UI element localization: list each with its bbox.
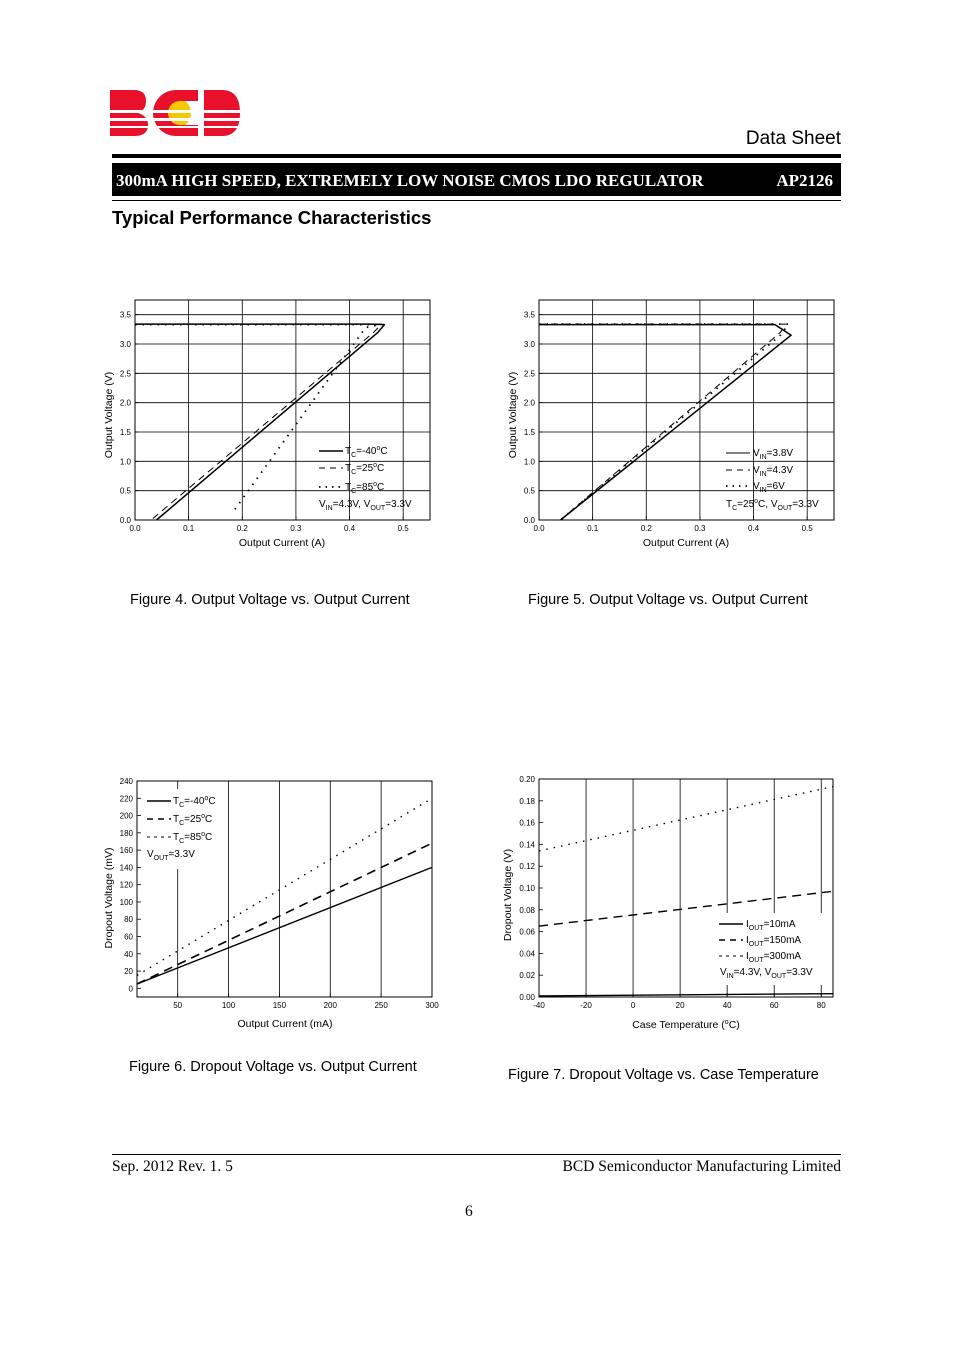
y-tick-label: 0.0 — [523, 516, 535, 525]
y-axis-label: Output Voltage (V) — [103, 371, 115, 459]
plot-frame — [539, 300, 834, 520]
y-tick-label: 1.0 — [523, 457, 535, 467]
legend-label-tc25: $T_C=25^oC$ — [345, 462, 385, 476]
x-tick-label: 0.4 — [747, 524, 760, 533]
page-number: 6 — [465, 1203, 473, 1220]
product-title: 300mA HIGH SPEED, EXTREMELY LOW NOISE CMOS LDO REGULATOR — [116, 171, 704, 190]
legend-conditions: $T_C=25^oC$, $V_{OUT}=3.3V$ — [726, 498, 819, 512]
series-line-solid — [137, 867, 432, 984]
footer-rule — [112, 1154, 841, 1155]
legend-label-vin6: $V_{IN}=6V$ — [753, 481, 785, 494]
x-tick-label: 50 — [173, 1001, 183, 1010]
legend-label-150ma: $I_{OUT}=150mA$ — [746, 935, 802, 948]
y-axis-label: Output Voltage (V) — [507, 371, 519, 459]
y-tick-label: 0.0 — [119, 516, 131, 525]
x-tick-label: 0.5 — [801, 524, 813, 533]
y-tick-label: 100 — [119, 897, 133, 907]
x-tick-label: 0.3 — [290, 524, 302, 533]
title-banner — [112, 163, 841, 196]
y-tick-label: 0.10 — [519, 884, 535, 893]
part-number: AP2126 — [776, 171, 833, 190]
x-tick-label: -40 — [533, 1001, 545, 1010]
y-tick-label: 2.0 — [523, 398, 535, 408]
y-tick-label: 0.02 — [519, 971, 535, 981]
y-tick-label: 0.14 — [519, 840, 535, 850]
x-tick-label: 150 — [272, 1001, 287, 1010]
y-tick-label: 0.08 — [519, 905, 535, 915]
legend-label-tc-40: $T_C=-40^oC$ — [345, 445, 388, 459]
series-line-dotted — [539, 787, 833, 851]
y-tick-label: 0.00 — [519, 993, 535, 1002]
x-tick-label: 0.0 — [129, 524, 141, 533]
y-tick-label: 3.5 — [523, 310, 535, 320]
x-tick-label: 250 — [374, 1001, 388, 1010]
y-tick-label: 240 — [119, 777, 133, 786]
legend-label-tc85: $T_C=85^oC$ — [173, 831, 213, 845]
bcd-logo — [110, 88, 242, 138]
legend-label-300ma: $I_{OUT}=300mA$ — [746, 951, 802, 964]
y-tick-label: 60 — [124, 932, 133, 942]
legend-conditions: $V_{IN}=4.3V$, $V_{OUT}=3.3V$ — [319, 499, 412, 512]
x-axis-label: Output Current (A) — [238, 537, 326, 549]
header-thin-rule — [112, 200, 841, 201]
x-tick-label: 0.2 — [640, 524, 652, 533]
y-tick-label: 0.04 — [519, 949, 535, 959]
x-tick-label: 20 — [675, 1001, 685, 1010]
figure-7-chart — [500, 773, 845, 1038]
y-tick-label: 80 — [124, 915, 133, 925]
legend-label-tc25: $T_C=25^oC$ — [173, 813, 213, 827]
legend-label-10ma: $I_{OUT}=10mA$ — [746, 919, 796, 932]
y-tick-label: 1.5 — [119, 428, 131, 437]
y-axis-label: Dropout Voltage (mV) — [103, 847, 115, 949]
y-tick-label: 1.5 — [523, 428, 535, 437]
x-tick-label: 0.4 — [343, 524, 356, 533]
header-rule — [112, 154, 841, 158]
y-tick-label: 180 — [119, 828, 133, 838]
y-tick-label: 2.5 — [119, 369, 131, 379]
y-tick-label: 160 — [119, 846, 133, 856]
legend-conditions: $V_{OUT}=3.3V$ — [147, 849, 195, 862]
y-tick-label: 3.0 — [119, 340, 131, 349]
y-tick-label: 3.0 — [523, 340, 535, 349]
x-tick-label: 300 — [425, 1001, 439, 1010]
figure-5-chart — [504, 295, 844, 555]
x-tick-label: -20 — [580, 1001, 592, 1010]
x-tick-label: 0.2 — [236, 524, 248, 533]
y-tick-label: 0 — [128, 984, 133, 994]
series-line-solid — [539, 994, 833, 996]
y-tick-label: 220 — [119, 794, 133, 804]
figure-6-caption: Figure 6. Dropout Voltage vs. Output Current — [129, 1059, 417, 1075]
x-tick-label: 0.0 — [533, 524, 545, 533]
data-sheet-label: Data Sheet — [745, 128, 841, 149]
y-tick-label: 3.5 — [119, 310, 131, 320]
figure-7-caption: Figure 7. Dropout Voltage vs. Case Temperature — [508, 1067, 819, 1083]
x-axis-label: Case Temperature ($^o$C) — [632, 1019, 740, 1031]
footer-company: BCD Semiconductor Manufacturing Limited — [562, 1158, 841, 1175]
y-tick-label: 0.16 — [519, 818, 535, 828]
x-tick-label: 40 — [722, 1001, 732, 1010]
x-tick-label: 100 — [221, 1001, 236, 1010]
plot-frame — [135, 300, 430, 520]
y-tick-label: 0.5 — [119, 486, 131, 496]
legend-label-vin43: $V_{IN}=4.3V$ — [753, 465, 794, 478]
figure-4-chart — [100, 295, 440, 555]
legend-label-vin38: $V_{IN}=3.8V$ — [753, 448, 794, 461]
y-tick-label: 0.12 — [519, 862, 535, 872]
y-tick-label: 20 — [124, 967, 133, 977]
x-tick-label: 0.1 — [183, 524, 195, 533]
y-tick-label: 0.18 — [519, 796, 535, 806]
section-title: Typical Performance Characteristics — [112, 207, 432, 228]
x-tick-label: 0.5 — [397, 524, 409, 533]
y-tick-label: 140 — [119, 863, 133, 873]
x-tick-label: 0.3 — [694, 524, 706, 533]
footer-date-revision: Sep. 2012 Rev. 1. 5 — [112, 1158, 233, 1175]
figure-6-chart — [100, 775, 445, 1040]
y-tick-label: 40 — [124, 949, 133, 959]
x-tick-label: 0.1 — [587, 524, 599, 533]
y-tick-label: 200 — [119, 811, 133, 821]
x-tick-label: 200 — [323, 1001, 337, 1010]
x-tick-label: 0 — [630, 1001, 636, 1010]
y-tick-label: 2.5 — [523, 369, 535, 379]
figure-4-caption: Figure 4. Output Voltage vs. Output Current — [130, 592, 410, 608]
series-line-dotted — [135, 325, 379, 514]
y-tick-label: 0.06 — [519, 927, 535, 937]
y-tick-label: 0.20 — [519, 775, 535, 784]
figure-5-caption: Figure 5. Output Voltage vs. Output Current — [528, 592, 808, 608]
legend-label-tc-40: $T_C=-40^oC$ — [173, 795, 216, 809]
legend-label-tc85: $T_C=85^oC$ — [345, 481, 385, 495]
x-tick-label: 60 — [769, 1001, 779, 1010]
legend-conditions: $V_{IN}=4.3V$, $V_{OUT}=3.3V$ — [720, 967, 813, 980]
x-axis-label: Output Current (mA) — [237, 1018, 333, 1030]
y-axis-label: Dropout Voltage (V) — [502, 848, 514, 942]
y-tick-label: 0.5 — [523, 486, 535, 496]
y-tick-label: 2.0 — [119, 398, 131, 408]
y-tick-label: 1.0 — [119, 457, 131, 467]
x-axis-label: Output Current (A) — [642, 537, 730, 549]
y-tick-label: 120 — [119, 880, 133, 890]
x-tick-label: 80 — [816, 1001, 826, 1010]
